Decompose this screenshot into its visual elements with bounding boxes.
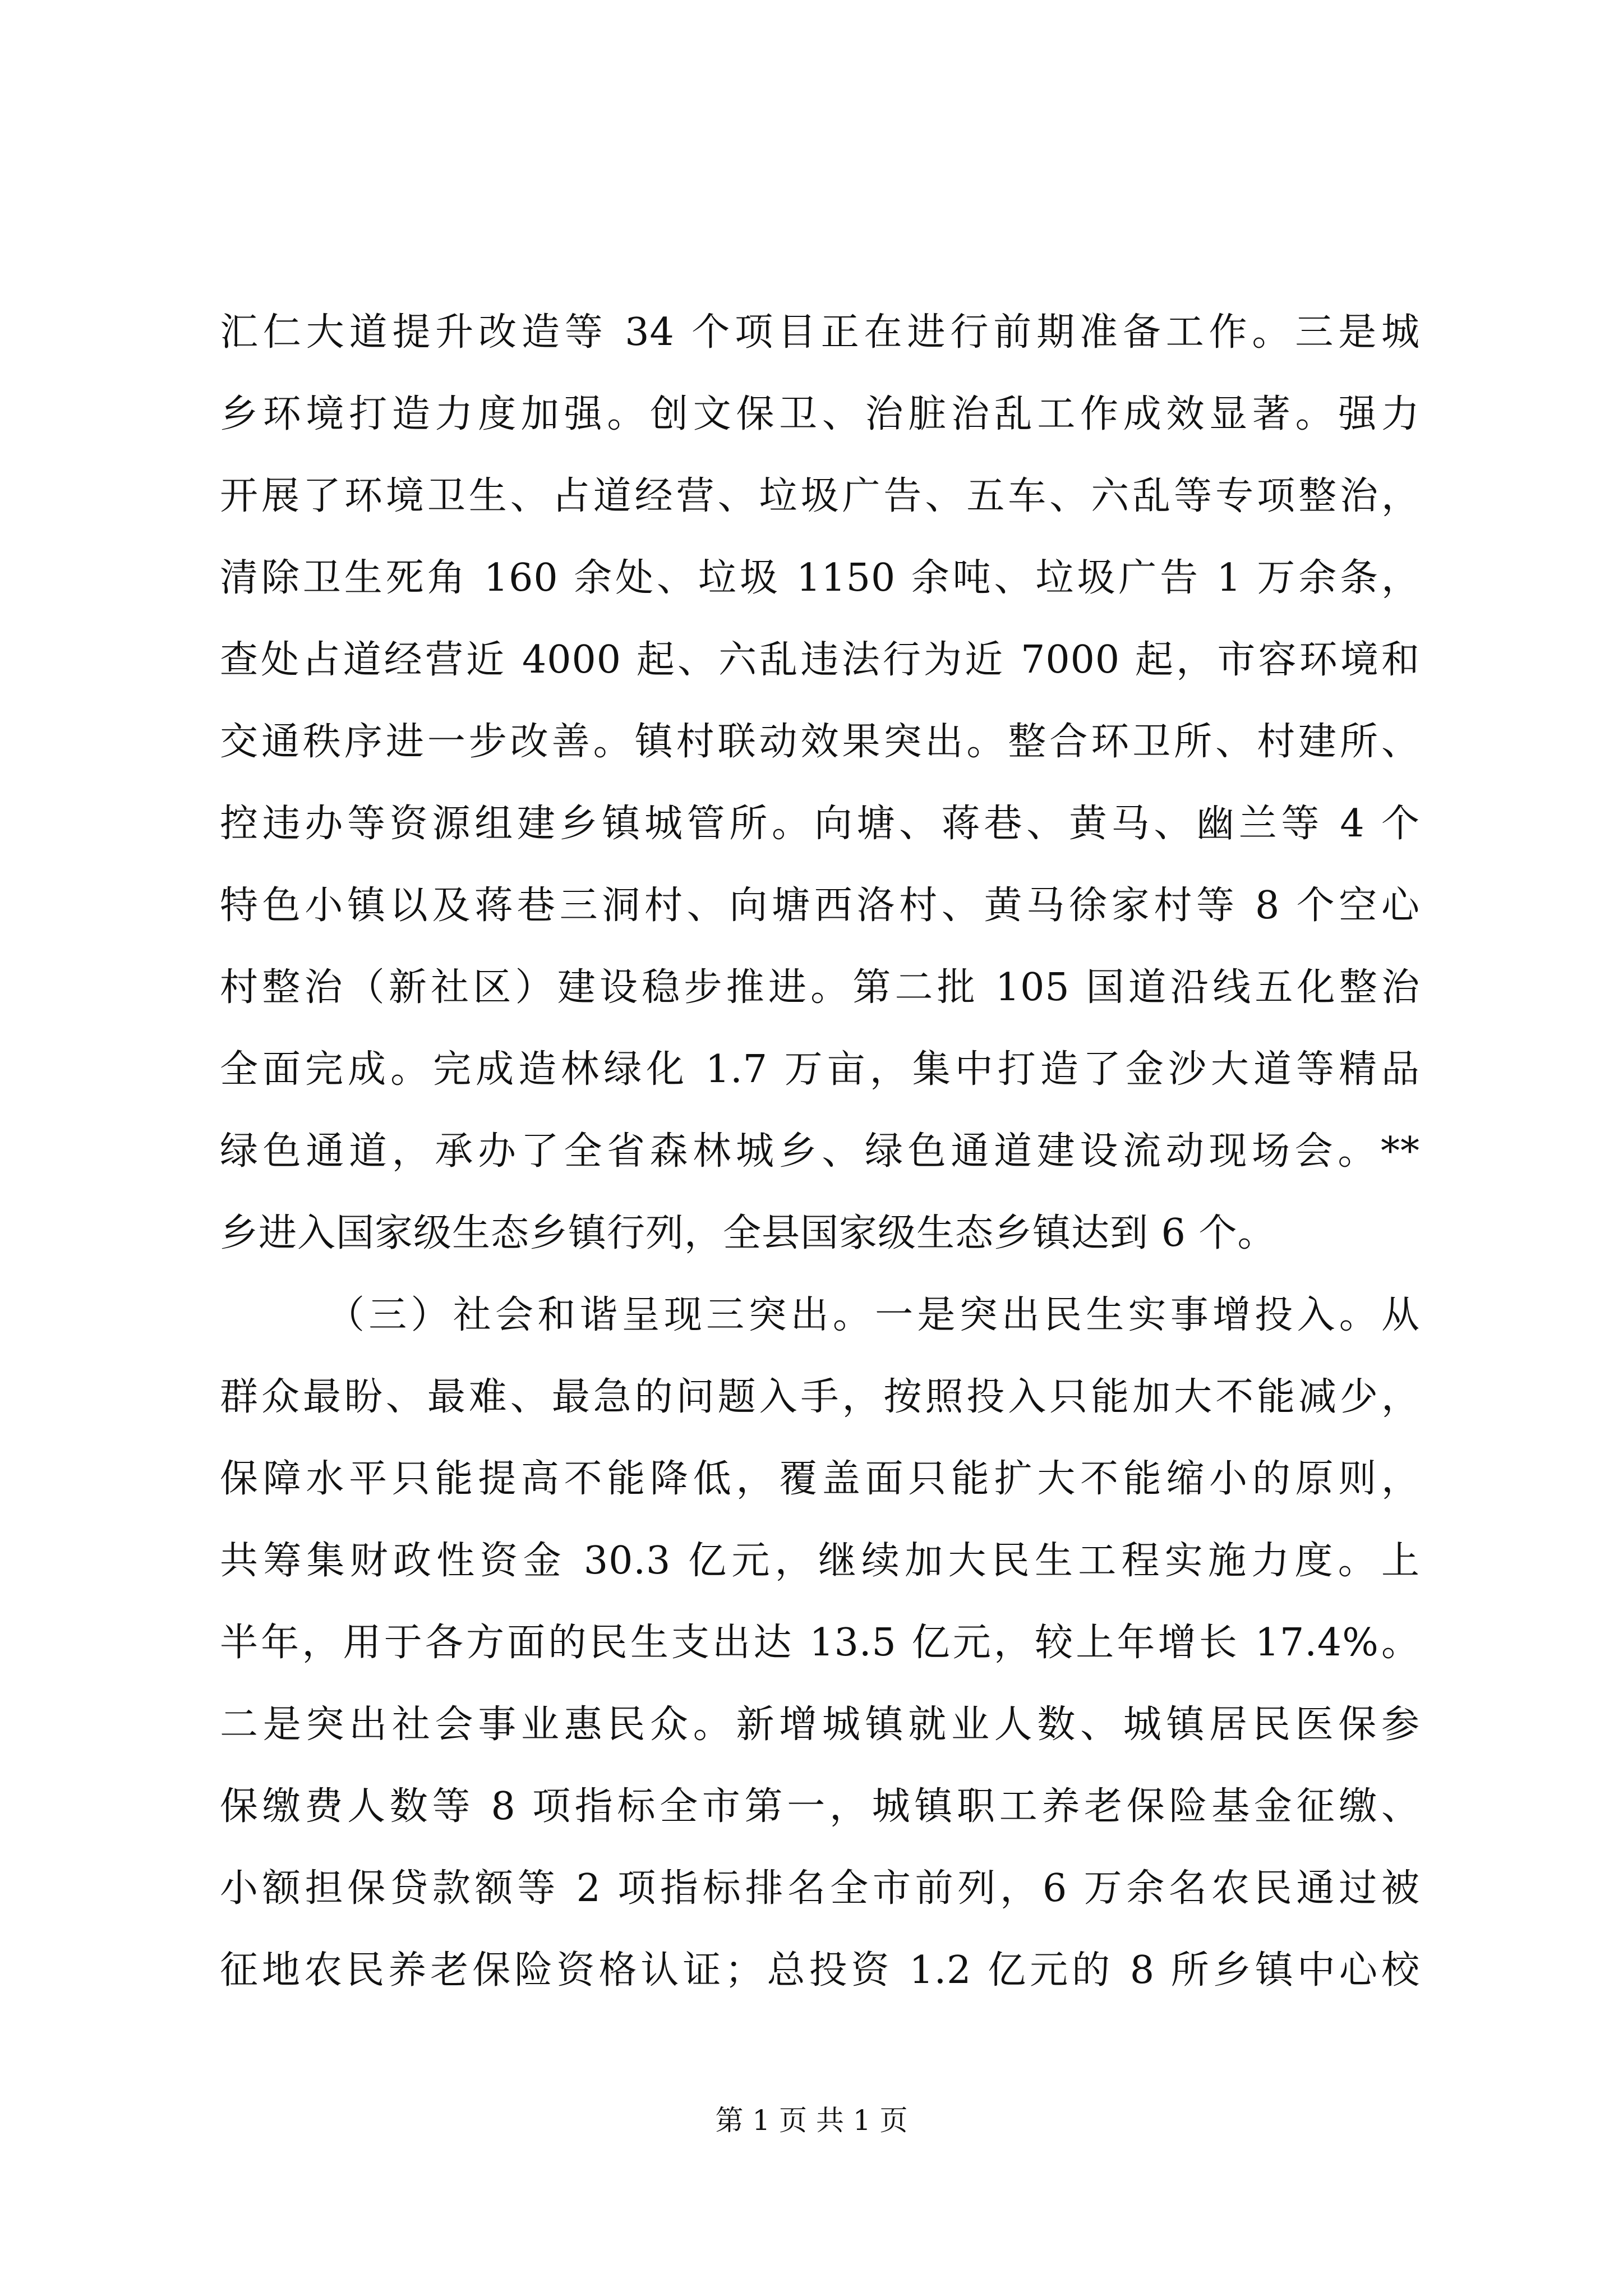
text-line: 开展了环境卫生、占道经营、垃圾广告、五车、六乱等专项整治，: [220, 474, 1420, 518]
paragraph-1: [220, 292, 1420, 1274]
document-body: [220, 292, 1420, 2012]
text-line: 汇仁大道提升改造等 34 个项目正在进行前期准备工作。三是城: [220, 310, 1420, 355]
text-line: 村整治（新社区）建设稳步推进。第二批 105 国道沿线五化整治: [220, 965, 1420, 1010]
text-line: 保缴费人数等 8 项指标全市第一，城镇职工养老保险基金征缴、: [220, 1784, 1420, 1829]
text-line: 群众最盼、最难、最急的问题入手，按照投入只能加大不能减少，: [220, 1375, 1420, 1419]
text-line: （三）社会和谐呈现三突出。一是突出民生实事增投入。从: [326, 1293, 1420, 1337]
text-line: 二是突出社会事业惠民众。新增城镇就业人数、城镇居民医保参: [220, 1703, 1420, 1747]
text-line: 控违办等资源组建乡镇城管所。向塘、蒋巷、黄马、幽兰等 4 个: [220, 802, 1420, 846]
text-line: 征地农民养老保险资格认证；总投资 1.2 亿元的 8 所乡镇中心校: [220, 1948, 1420, 1993]
text-line: 交通秩序进一步改善。镇村联动效果突出。整合环卫所、村建所、: [220, 720, 1420, 764]
page-footer: 第 1 页 共 1 页: [715, 2104, 908, 2137]
text-line: 清除卫生死角 160 余处、垃圾 1150 余吨、垃圾广告 1 万余条，: [220, 556, 1420, 600]
text-line: 乡进入国家级生态乡镇行列，全县国家级生态乡镇达到 6 个。: [220, 1211, 1276, 1255]
text-line: 共筹集财政性资金 30.3 亿元，继续加大民生工程实施力度。上: [220, 1539, 1420, 1583]
text-line: 全面完成。完成造林绿化 1.7 万亩，集中打造了金沙大道等精品: [220, 1047, 1420, 1092]
text-line: 乡环境打造力度加强。创文保卫、治脏治乱工作成效显著。强力: [220, 392, 1420, 436]
text-line: 绿色通道，承办了全省森林城乡、绿色通道建设流动现场会。**: [220, 1129, 1420, 1174]
text-line: 查处占道经营近 4000 起、六乱违法行为近 7000 起，市容环境和: [220, 638, 1420, 682]
text-line: 保障水平只能提高不能降低，覆盖面只能扩大不能缩小的原则，: [220, 1457, 1420, 1501]
text-line: 特色小镇以及蒋巷三洞村、向塘西洛村、黄马徐家村等 8 个空心: [220, 884, 1420, 928]
text-line: 半年，用于各方面的民生支出达 13.5 亿元，较上年增长 17.4%。: [220, 1621, 1420, 1665]
paragraph-2: [220, 1274, 1420, 2012]
text-line: 小额担保贷款额等 2 项指标排名全市前列，6 万余名农民通过被: [220, 1866, 1420, 1911]
